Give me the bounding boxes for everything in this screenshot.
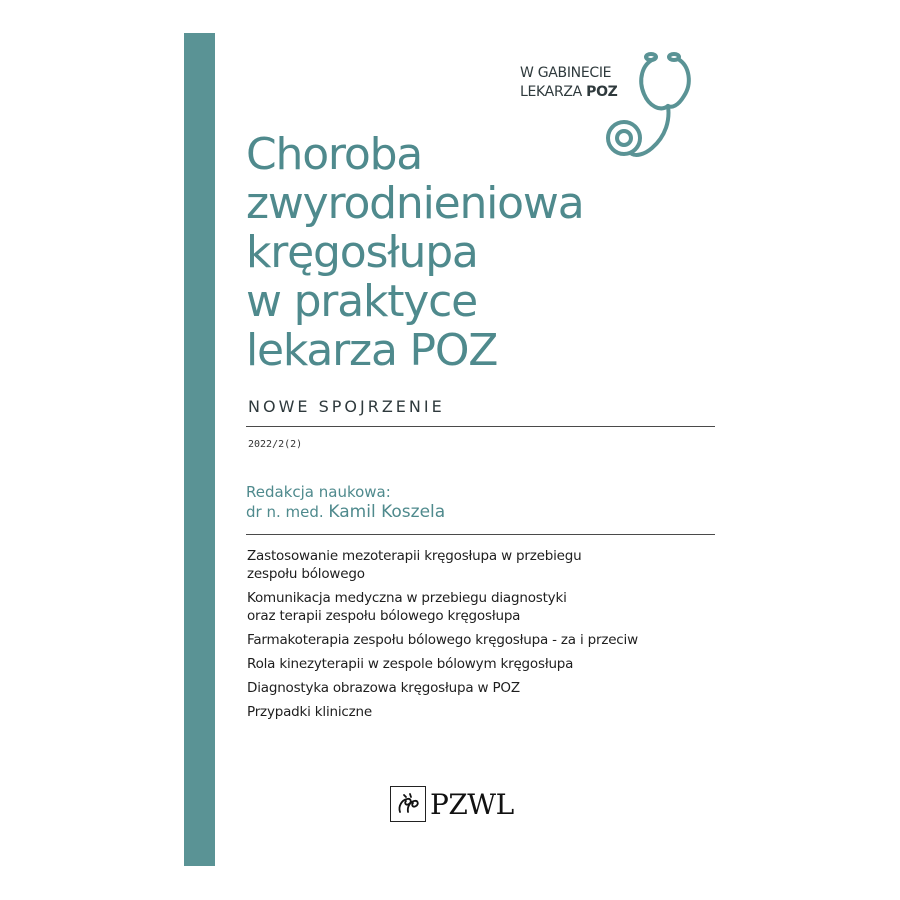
contents-item: [247, 703, 707, 721]
contents-item-line: zespołu bólowego: [247, 566, 365, 582]
title-line: Choroba: [246, 129, 423, 180]
series-label-line1: W GABINECIE: [520, 65, 612, 81]
publisher-mark: [390, 786, 514, 822]
series-label-prefix: LEKARZA: [520, 84, 587, 100]
contents-item-line: Komunikacja medyczna w przebiegu diagnostyki: [247, 590, 567, 606]
contents-item-line: Przypadki kliniczne: [247, 704, 372, 720]
pzwl-logo-glyph: [394, 790, 422, 818]
contents-item-line: oraz terapii zespołu bólowego kręgosłupa: [247, 608, 521, 624]
title-line: w praktyce: [246, 276, 477, 327]
book-subtitle: NOWE SPOJRZENIE: [248, 397, 445, 416]
editor-label: Redakcja naukowa:: [246, 483, 391, 501]
divider: [246, 534, 715, 535]
editor-line: [246, 502, 445, 522]
editor-block: [246, 482, 445, 522]
editor-prefix: dr n. med.: [246, 503, 329, 521]
title-line: zwyrodnieniowa: [246, 178, 584, 229]
divider: [246, 426, 715, 427]
title-line: lekarza POZ: [246, 325, 498, 376]
contents-list: [247, 547, 707, 727]
contents-item: [247, 547, 707, 583]
contents-item-line: Diagnostyka obrazowa kręgosłupa w POZ: [247, 680, 520, 696]
contents-item: [247, 631, 707, 649]
contents-item: [247, 679, 707, 697]
side-stripe: [184, 33, 215, 866]
contents-item-line: Zastosowanie mezoterapii kręgosłupa w przebiegu: [247, 548, 582, 564]
contents-item-line: Farmakoterapia zespołu bólowego kręgosłupa - za i przeciw: [247, 632, 638, 648]
pzwl-logo-icon: [390, 786, 426, 822]
series-label-bold: POZ: [586, 84, 618, 100]
issue-number: 2022/2(2): [248, 439, 303, 450]
contents-item-line: Rola kinezyterapii w zespole bólowym kręgosłupa: [247, 656, 574, 672]
title-line: kręgosłupa: [246, 227, 478, 278]
contents-item: [247, 655, 707, 673]
contents-item: [247, 589, 707, 625]
editor-name: Kamil Koszela: [328, 502, 446, 522]
publisher-name: PZWL: [430, 787, 514, 821]
book-title: [246, 130, 716, 375]
